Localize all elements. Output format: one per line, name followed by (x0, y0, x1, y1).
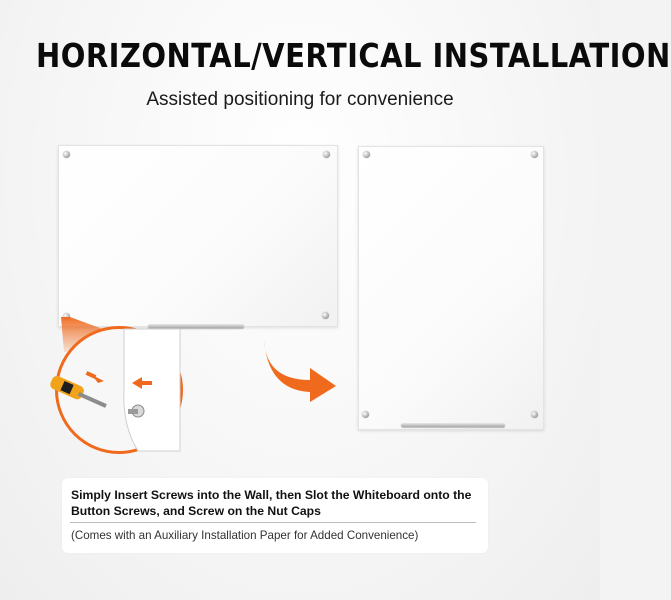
caption-text: Simply Insert Screws into the Wall, then Slot the Whiteboard onto the Button Screws, and Screw on the Nut Caps (71, 488, 472, 518)
detail-callout (55, 326, 183, 454)
installation-detail (58, 329, 180, 451)
page-title: HORIZONTAL/VERTICAL INSTALLATION (36, 36, 671, 75)
caption-note: (Comes with an Auxiliary Installation Paper for Added Convenience) (71, 529, 419, 542)
page-subtitle: Assisted positioning for convenience (146, 89, 454, 110)
divider (70, 522, 476, 523)
curved-arrow-icon (258, 336, 342, 406)
caption-card (62, 478, 488, 553)
